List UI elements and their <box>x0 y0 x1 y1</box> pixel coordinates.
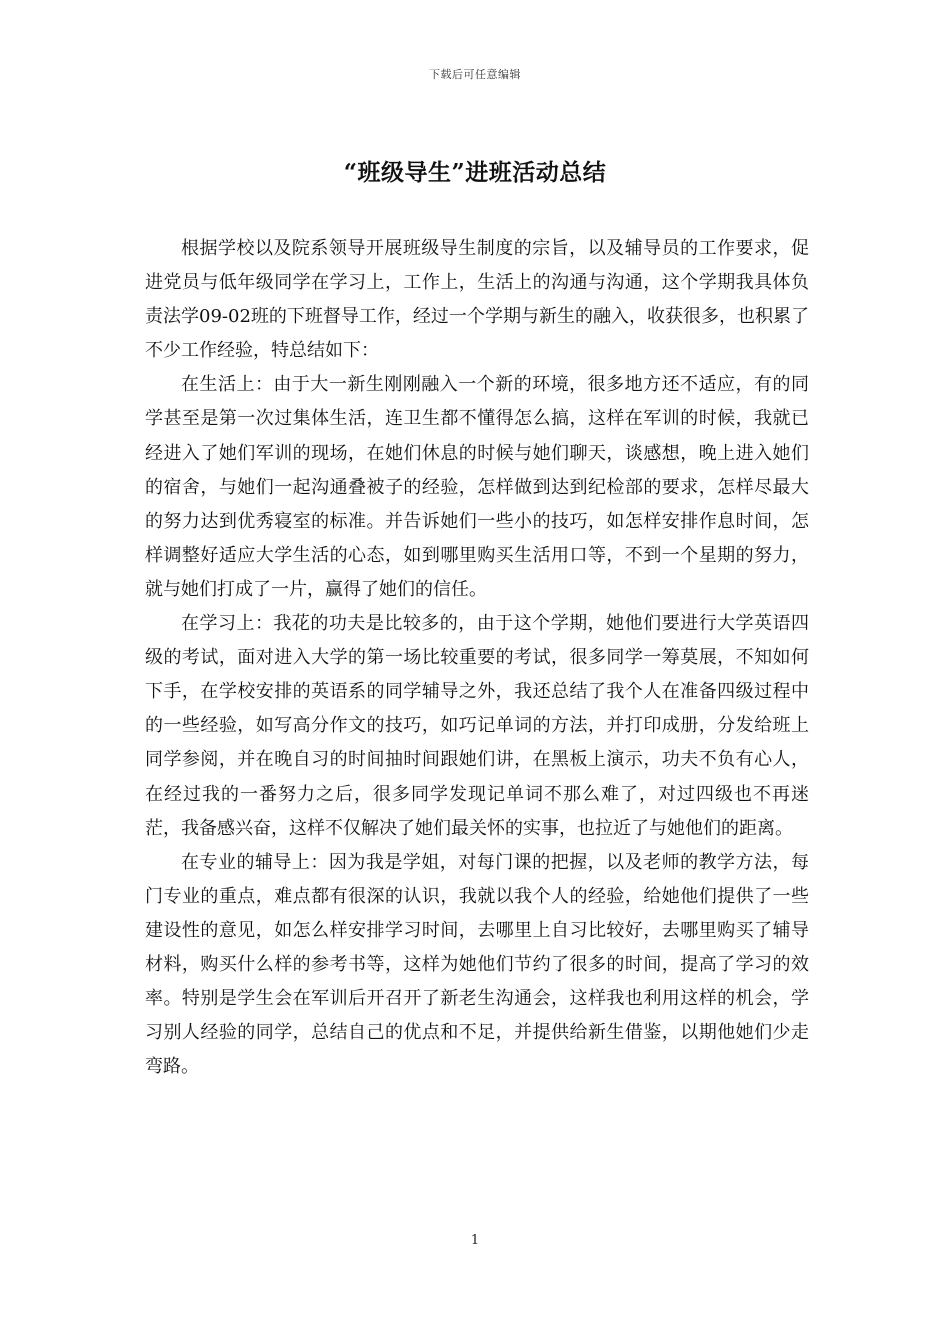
header-note: 下载后可任意编辑 <box>429 68 521 81</box>
paragraph-study: 在学习上：我花的功夫是比较多的，由于这个学期，她他们要进行大学英语四级的考试，面对进入大学的第一场比较重要的考试，很多同学一筹莫展，不知如何下手，在学校安排的英语系的同学辅导之外，我还总结了我个人在准备四级过程中的一些经验，如写高分作文的技巧，如巧记单词的方法，并打印成册，分发给班上同学参阅，并在晚自习的时间抽时间跟她们讲，在黑板上演示，功夫不负有心人，在经过我的一番努力之后，很多同学发现记单词不那么难了，对过四级也不再迷茫，我备感兴奋，这样不仅解决了她们最关怀的实事，也拉近了与她他们的距离。 <box>145 613 809 839</box>
paragraph-life: 在生活上：由于大一新生刚刚融入一个新的环境，很多地方还不适应，有的同学甚至是第一次过集体生活，连卫生都不懂得怎么搞，这样在军训的时候，我就已经进入了她们军训的现场，在她们休息的时候与她们聊天，谈感想，晚上进入她们的宿舍，与她们一起沟通叠被子的经验，怎样做到达到纪检部的要求，怎样尽最大的努力达到优秀寝室的标准。并告诉她们一些小的技巧，如怎样安排作息时间，怎样调整好适应大学生活的心态，如到哪里购买生活用口等，不到一个星期的努力，就与她们打成了一片，赢得了她们的信任。 <box>145 374 809 600</box>
document-body <box>145 232 809 1084</box>
page-number: 1 <box>470 1233 480 1248</box>
document-title: “班级导生”进班活动总结 <box>343 159 607 186</box>
paragraph-major-guidance: 在专业的辅导上：因为我是学姐，对每门课的把握，以及老师的教学方法，每门专业的重点，难点都有很深的认识，我就以我个人的经验，给她他们提供了一些建设性的意见，如怎么样安排学习时间，去哪里上自习比较好，去哪里购买了辅导材料，购买什么样的参考书等，这样为她他们节约了很多的时间，提高了学习的效率。特别是学生会在军训后开召开了新老生沟通会，这样我也利用这样的机会，学习别人经验的同学，总结自己的优点和不足，并提供给新生借鉴，以期他她们少走弯路。 <box>145 851 809 1078</box>
paragraph-intro: 根据学校以及院系领导开展班级导生制度的宗旨，以及辅导员的工作要求，促进党员与低年级同学在学习上，工作上，生活上的沟通与沟通，这个学期我具体负责法学09-02班的下班督导工作，经过一个学期与新生的融入，收获很多，也积累了不少工作经验，特总结如下： <box>145 238 809 362</box>
